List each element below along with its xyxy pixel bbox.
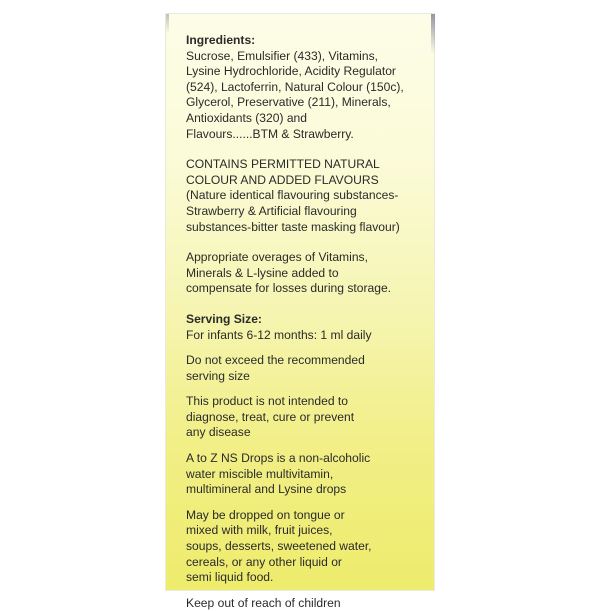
not-intended-line: diagnose, treat, cure or prevent [186,409,355,424]
overages-line: compensate for losses during storage. [186,281,392,296]
usage-line: cereals, or any other liquid or [186,554,342,569]
serving-line: For infants 6-12 months: 1 ml daily [186,327,372,342]
ingredients-line: (524), Lactoferrin, Natural Colour (150c), [186,79,404,94]
serving-section [186,312,424,343]
ingredients-line: Sucrose, Emulsifier (433), Vitamins, [186,48,378,63]
overages-line: Appropriate overages of Vitamins, [186,250,368,265]
description-line: water miscible multivitamin, [186,466,334,481]
contains-line: CONTAINS PERMITTED NATURAL [186,157,380,172]
overages-line: Minerals & L-lysine added to [186,265,339,280]
ingredients-section [186,33,424,142]
contains-line: (Nature identical flavouring substances- [186,188,399,203]
contains-line: substances-bitter taste masking flavour) [186,219,400,234]
label-text [186,33,424,611]
serving-heading: Serving Size: [186,311,262,326]
do-not-exceed-line: Do not exceed the recommended [186,353,365,368]
description-section [186,451,424,498]
overages-section [186,250,424,297]
ingredients-line: Lysine Hydrochloride, Acidity Regulator [186,64,396,79]
description-line: multimineral and Lysine drops [186,482,347,497]
ingredients-line: Antioxidants (320) and [186,110,308,125]
not-intended-line: This product is not intended to [186,394,349,409]
usage-line: soups, desserts, sweetened water, [186,539,372,554]
usage-section [186,508,424,586]
ingredients-line: Flavours......BTM & Strawberry. [186,126,354,141]
contains-line: COLOUR AND ADDED FLAVOURS [186,172,379,187]
ingredients-list [186,49,424,143]
do-not-exceed-section [186,353,424,384]
ingredients-heading: Ingredients: [186,33,256,47]
panel-shadow-right [431,14,435,54]
panel-shadow-left [166,14,169,34]
not-intended-section [186,394,424,441]
usage-line: May be dropped on tongue or [186,507,345,522]
warning-line: Keep out of reach of children [186,595,341,610]
do-not-exceed-line: serving size [186,368,250,383]
usage-line: semi liquid food. [186,570,274,585]
contains-line: Strawberry & Artificial flavouring [186,203,357,218]
description-line: A to Z NS Drops is a non-alcoholic [186,451,371,466]
contains-section [186,157,424,235]
usage-line: mixed with milk, fruit juices, [186,523,333,538]
warning-section [186,596,424,611]
ingredients-line: Glycerol, Preservative (211), Minerals, [186,95,391,110]
not-intended-line: any disease [186,425,251,440]
